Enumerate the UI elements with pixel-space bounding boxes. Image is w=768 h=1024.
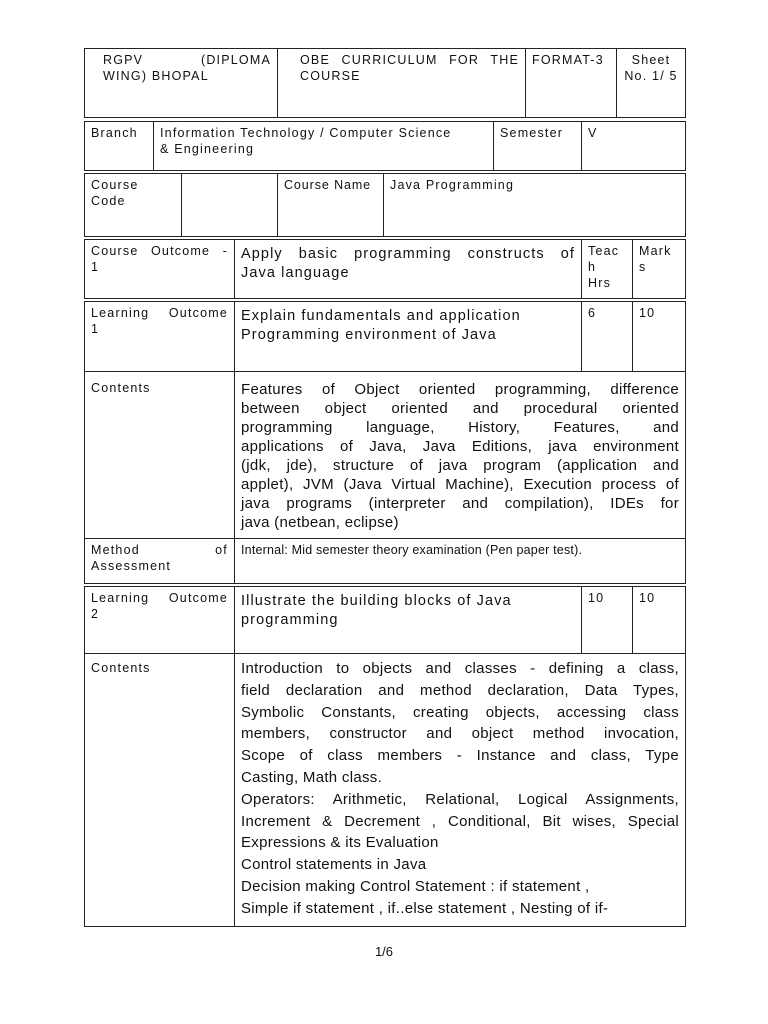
branch-label: Branch [91, 126, 138, 140]
course-name-value: Java Programming [390, 178, 515, 192]
contents-2-line: field declaration and method declaration, Data Types, [241, 681, 679, 699]
learning-outcome-2-hours: 10 [588, 591, 605, 605]
course-outcome-label-line1: Course Outcome - [91, 244, 228, 258]
contents-2-line: Operators: Arithmetic, Relational, Logical Assignments, [241, 790, 679, 808]
org-cell [84, 48, 278, 118]
contents-2-line: Expressions & its Evaluation [241, 834, 439, 852]
learning-outcome-1-hours-cell [581, 301, 633, 372]
learning-outcome-1-text-line1: Explain fundamentals and application [241, 308, 521, 324]
contents-1-line: between object oriented and procedural oriented [241, 400, 679, 417]
course-outcome-text-line2: Java language [241, 265, 350, 281]
contents-1-line: applet), JVM (Java Virtual Machine), Execution process of [241, 476, 679, 493]
contents-1-text-cell [234, 371, 686, 539]
learning-outcome-1-label-line1: Learning Outcome [91, 306, 228, 320]
marks-header-cell [632, 239, 686, 299]
course-code-value-cell [181, 173, 278, 237]
contents-1-label-cell [84, 371, 235, 539]
contents-2-text-cell [234, 653, 686, 927]
marks-header-line2: s [639, 260, 647, 274]
contents-2-line: Scope of class members - Instance and class, Type [241, 747, 679, 765]
sheet-number: No. 1/ 5 [624, 69, 678, 83]
learning-outcome-1-hours: 6 [588, 306, 597, 320]
contents-2-label-cell [84, 653, 235, 927]
learning-outcome-1-label-cell [84, 301, 235, 372]
teach-hrs-header-line3: Hrs [588, 276, 612, 290]
contents-2-line: Symbolic Constants, creating objects, accessing class [241, 703, 679, 721]
curriculum-title-line1: OBE CURRICULUM FOR THE [300, 53, 519, 67]
format-cell [525, 48, 617, 118]
contents-1-line: java programs (interpreter and compilation), IDEs for [241, 495, 679, 512]
branch-value-line1: Information Technology / Computer Science [160, 126, 452, 140]
learning-outcome-2-label-line2: 2 [91, 607, 100, 621]
assessment-label-line2: Assessment [91, 559, 172, 573]
teach-hrs-header-line2: h [588, 260, 597, 274]
branch-value-cell [153, 121, 494, 171]
semester-value: V [588, 126, 598, 140]
contents-1-line: java (netbean, eclipse) [241, 514, 399, 531]
org-name-line1: RGPV (DIPLOMA [103, 53, 271, 67]
learning-outcome-2-hours-cell [581, 586, 633, 654]
contents-2-line: Decision making Control Statement : if statement , [241, 877, 590, 895]
course-code-label-line1: Course [91, 178, 139, 192]
teach-hrs-header-line1: Teac [588, 244, 620, 258]
learning-outcome-2-marks: 10 [639, 591, 656, 605]
org-name-line2: WING) BHOPAL [103, 69, 209, 83]
learning-outcome-2-text-line2: programming [241, 612, 339, 628]
learning-outcome-1-text-cell [234, 301, 582, 372]
semester-label: Semester [500, 126, 564, 140]
format-label: FORMAT-3 [532, 53, 604, 67]
contents-1-line: (jdk, jde), structure of java program (application and [241, 457, 679, 474]
contents-1-label: Contents [91, 381, 151, 395]
learning-outcome-1-marks-cell [632, 301, 686, 372]
contents-2-line: Introduction to objects and classes - defining a class, [241, 660, 679, 677]
contents-2-line: Control statements in Java [241, 856, 427, 874]
learning-outcome-1-text-line2: Programming environment of Java [241, 327, 497, 343]
teach-hrs-header-cell [581, 239, 633, 299]
contents-1-line: Features of Object oriented programming, difference [241, 381, 679, 398]
assessment-label-line1: Method of [91, 543, 228, 557]
course-name-label-cell [277, 173, 384, 237]
course-outcome-label-cell [84, 239, 235, 299]
assessment-text: Internal: Mid semester theory examination (Pen paper test). [241, 543, 583, 557]
course-outcome-text-line1: Apply basic programming constructs of [241, 246, 575, 262]
branch-value-line2: & Engineering [160, 142, 255, 156]
curriculum-cell [277, 48, 526, 118]
semester-label-cell [493, 121, 582, 171]
contents-2-line: Casting, Math class. [241, 768, 383, 786]
sheet-cell [616, 48, 686, 118]
assessment-text-cell [234, 538, 686, 584]
contents-2-line: members, constructor and object method invocation, [241, 725, 679, 743]
course-code-label-cell [84, 173, 182, 237]
course-outcome-label-line2: 1 [91, 260, 100, 274]
learning-outcome-2-marks-cell [632, 586, 686, 654]
course-code-label-line2: Code [91, 194, 126, 208]
contents-2-line: Increment & Decrement , Conditional, Bit wises, Special [241, 812, 679, 830]
learning-outcome-2-text-line1: Illustrate the building blocks of Java [241, 593, 512, 609]
branch-label-cell [84, 121, 154, 171]
learning-outcome-2-text-cell [234, 586, 582, 654]
contents-1-line: applications of Java, Java Editions, java environment [241, 438, 679, 455]
course-name-value-cell [383, 173, 686, 237]
course-outcome-text-cell [234, 239, 582, 299]
semester-value-cell [581, 121, 686, 171]
course-name-label: Course Name [284, 178, 372, 192]
page-number: 1/6 [374, 944, 394, 959]
sheet-label: Sheet [631, 53, 671, 67]
learning-outcome-1-label-line2: 1 [91, 322, 100, 336]
contents-1-line: programming language, History, Features, and [241, 419, 679, 436]
learning-outcome-1-marks: 10 [639, 306, 656, 320]
marks-header-line1: Mark [639, 244, 672, 258]
learning-outcome-2-label-line1: Learning Outcome [91, 591, 228, 605]
contents-2-line: Simple if statement , if..else statement , Nesting of if- [241, 899, 609, 917]
contents-2-label: Contents [91, 661, 151, 675]
assessment-label-cell [84, 538, 235, 584]
learning-outcome-2-label-cell [84, 586, 235, 654]
curriculum-title-line2: COURSE [300, 69, 361, 83]
